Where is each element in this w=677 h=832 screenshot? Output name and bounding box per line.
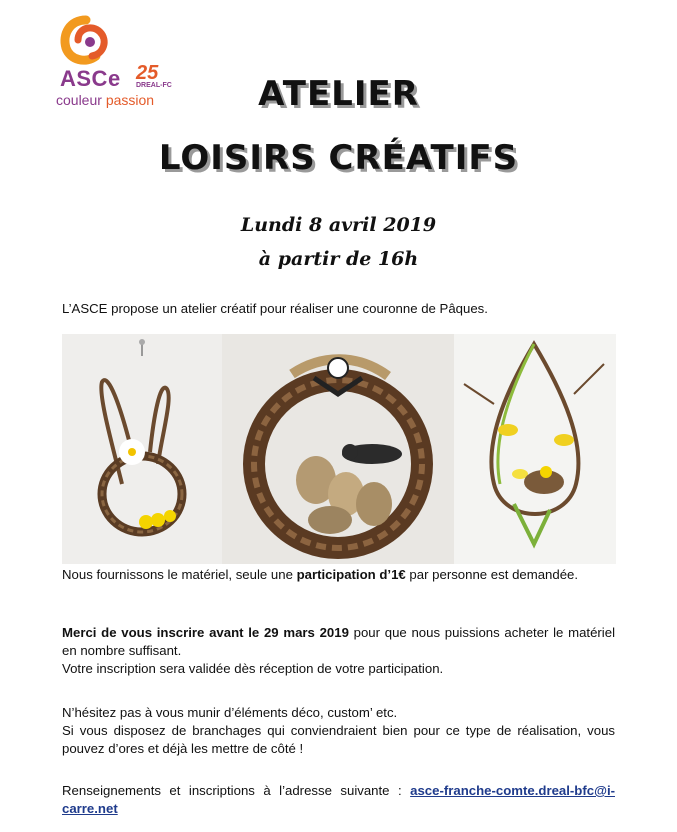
logo-number: 25 xyxy=(136,62,159,84)
event-date: Lundi 8 avril 2019 xyxy=(240,214,437,236)
contact-email-link[interactable]: asce-franche-comte.dreal-bfc@i-carre.net xyxy=(62,783,615,816)
deco-text: N’hésitez pas à vous munir d’éléments déco, custom’ etc. xyxy=(62,705,398,720)
title-line1: ATELIER xyxy=(258,74,419,114)
contact-text xyxy=(62,782,615,818)
material-text xyxy=(62,566,615,584)
logo-wordmark: ASCe xyxy=(60,66,121,91)
material-text-part1: Nous fournissons le matériel, seule une xyxy=(62,567,297,582)
material-text-part2: par personne est demandée. xyxy=(405,567,579,582)
nest-wreath-photo xyxy=(222,334,454,564)
inscription-text-part2: pour que nous puissions acheter le matériel en nombre suffisant. xyxy=(62,625,616,658)
logo-swirl-icon xyxy=(56,14,116,69)
logo-tagline-part2: passion xyxy=(105,92,155,108)
participation-amount: participation d’1€ xyxy=(296,567,406,582)
validation-text: Votre inscription sera validée dès réception de votre participation. xyxy=(62,661,444,676)
title-line2: LOISIRS CRÉATIFS xyxy=(158,138,519,178)
event-time: à partir de 16h xyxy=(258,248,419,270)
logo-tagline-part1: couleur xyxy=(56,92,106,108)
inscription-text xyxy=(62,624,615,660)
intro-text: L’ASCE propose un atelier créatif pour réaliser une couronne de Pâques. xyxy=(62,301,488,316)
photo-strip xyxy=(62,334,616,564)
drop-wreath-photo xyxy=(454,334,616,564)
inscription-deadline: Merci de vous inscrire avant le 29 mars 2019 xyxy=(62,625,349,640)
contact-label: Renseignements et inscriptions à l’adresse suivante : xyxy=(62,783,411,798)
bunny-wreath-photo xyxy=(62,334,222,564)
branches-text: Si vous disposez de branchages qui conviendraient bien pour ce type de réalisation, vous pouvez d’ores et déjà les mettre de côté ! xyxy=(62,723,615,756)
logo-subtitle: DREAL-FC xyxy=(136,82,172,89)
